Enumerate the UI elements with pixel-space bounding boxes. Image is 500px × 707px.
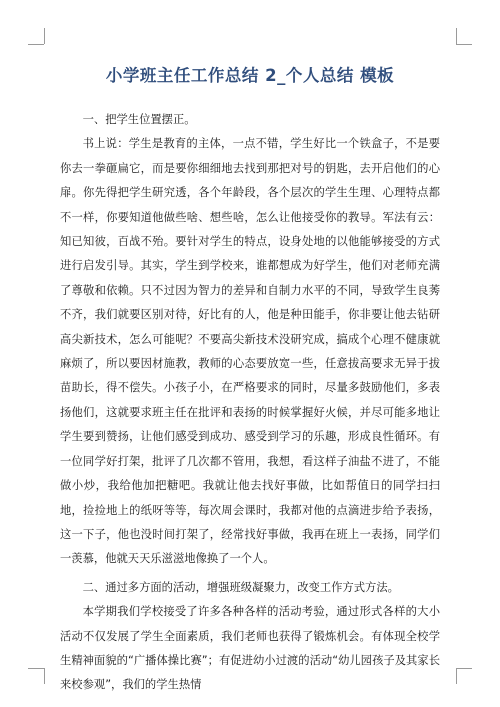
crop-mark-bottom-right-h bbox=[456, 668, 472, 669]
crop-mark-top-right-v bbox=[456, 28, 457, 44]
section-1-paragraph: 书上说：学生是教育的主体，一点不错，学生好比一个铁盒子，不是要你去一拳砸扁它，而是要你细细地去找到那把对号的钥匙，去开启他们的心扉。你先得把学生研究透，各个年龄段，各个层次的学生生理、心理特点都不一样，你要知道他做些啥、想些啥，怎么让他接受你的教导。军法有云：知已知彼，百战不殆。要针对学生的特点，设身处地的以他能够接受的方式进行启发引导。其实，学生到学校来，谁都想成为好学生，他们对老师充满了尊敬和依赖。只不过因为智力的差异和自制力水平的不同，导致学生良莠不齐，我们就要区别对待，好比有的人，他是种田能手，你非要让他去钻研高尖新技术，怎么可能呢？不要高尖新技术没研究成，搞成个心理不健康就麻烦了，所以要因材施教，教师的心态要放宽一些，任意拔高要求无异于拔苗助长，得不偿失。小孩子小，在严格要求的同时，尽量多鼓励他们，多表扬他们，这就要求班主任在批评和表扬的时候掌握好火候，并尽可能多地让学生要到赞扬，让他们感受到成功、感受到学习的乐趣，形成良性循环。有一位同学好打架，批评了几次都不管用，我想，看这样子油盐不进了，不能做小炒，我给他加把糖吧。我就让他去找好事做，比如帮值日的同学扫扫地，捡捡地上的纸呀等等，每次周会课时，我都对他的点滴进步给予表扬，这一下子，他也没时间打架了，经常找好事做，我再在班上一表扬，同学们一羡慕，他就天天乐滋滋地像换了一个人。 bbox=[60, 137, 440, 566]
crop-mark-top-right-h bbox=[456, 44, 472, 45]
crop-mark-bottom-right-v bbox=[456, 668, 457, 684]
section-heading-2: 二、通过多方面的活动，增强班级凝聚力，改变工作方式方法。 bbox=[82, 580, 399, 594]
crop-mark-top-left-h bbox=[28, 44, 44, 45]
section-2-paragraph: 本学期我们学校接受了许多各种各样的活动考验，通过形式各样的大小活动不仅发展了学生全面素质，我们老师也获得了锻炼机会。有体现全校学生精神面貌的“广播体操比赛”；有促进幼小过渡的活动“幼儿园孩子及其家长来校参观”，我们的学生热情 bbox=[60, 605, 440, 692]
document-title: 小学班主任工作总结 2_个人总结 模板 bbox=[105, 66, 395, 85]
section-heading-1: 一、把学生位置摆正。 bbox=[82, 113, 196, 126]
crop-mark-bottom-left-v bbox=[44, 668, 45, 684]
document-body bbox=[60, 108, 440, 698]
crop-mark-top-left-v bbox=[44, 28, 45, 44]
crop-mark-bottom-left-h bbox=[28, 668, 44, 669]
